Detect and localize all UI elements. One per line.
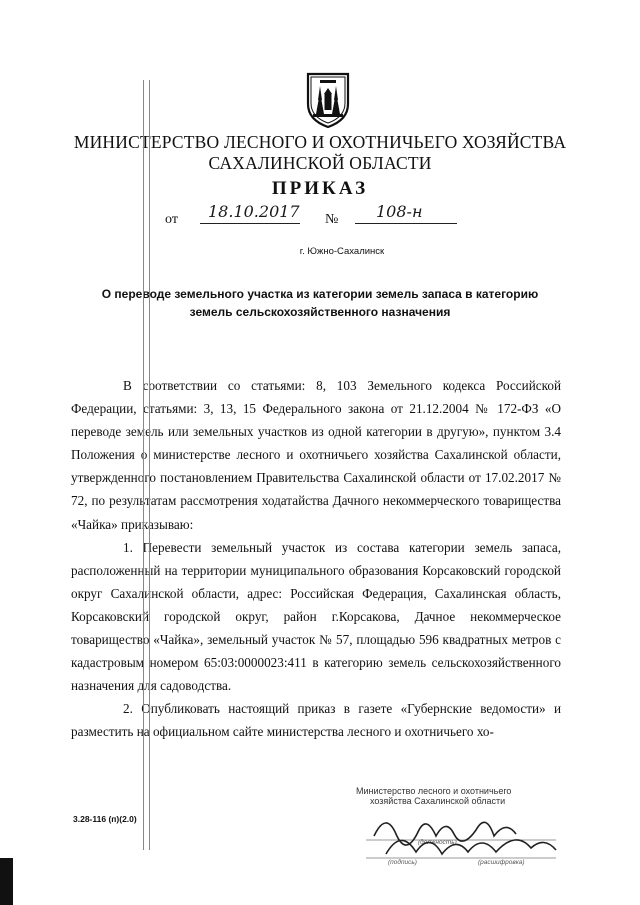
stamp-decoding-label: (расшифровка) [478, 859, 525, 866]
handwritten-date: 18.10.2017 [208, 202, 300, 221]
ministry-name-line1: МИНИСТЕРСТВО ЛЕСНОГО И ОХОТНИЧЬЕГО ХОЗЯЙСТВА [73, 132, 567, 152]
coat-of-arms-emblem [302, 70, 354, 130]
form-code: 3.28-116 (п)(2.0) [73, 814, 137, 824]
ministry-name-line2: САХАЛИНСКОЙ ОБЛАСТИ [208, 153, 432, 173]
document-body [71, 374, 561, 744]
document-type-title: ПРИКАЗ [271, 178, 369, 199]
city-name: г. Южно-Сахалинск [299, 246, 385, 257]
subject-line1: О переводе земельного участка из категории земель запаса в категорию [101, 287, 539, 301]
item-2-paragraph: 2. Опубликовать настоящий приказ в газете «Губернские ведомости» и разместить на официальном сайте министерства лесного и охотничьего хо- [71, 701, 561, 740]
preamble-paragraph: В соответствии со статьями: 8, 103 Земельного кодекса Российской Федерации, статьями: 3, 13, 15 Федерального закона от 21.12.2004 № 172-ФЗ «О переводе земель или земельных участков из одной категории в другую», пунктом 3.4 Положения о министерстве лесного и охотничьего хозяйства Сахалинской области, утвержденного постановлением Правительства Сахалинской области от 17.02.2017 № 72, по результатам рассмотрения ходатайства Дачного некоммерческого товарищества «Чайка» приказываю: [71, 378, 561, 532]
handwritten-number: 108-н [376, 202, 423, 221]
scan-edge-shadow [0, 858, 13, 905]
item-1-paragraph: 1. Перевести земельный участок из состава категории земель запаса, расположенный на территории муниципального образования Корсаковский городской округ Сахалинской области, адрес: Российская Федерация, Сахалинская область, Корсаковский городской округ, район г.Корсакова, Дачное некоммерческое товарищество «Чайка», земельный участок № 57, площадью 596 квадратных метров с кадастровым номером 65:03:0000023:411 в категорию земель сельскохозяйственного назначения для садоводства. [71, 539, 561, 694]
number-label: № [325, 212, 339, 227]
scan-artifact-line [149, 80, 150, 850]
stamp-line2: хозяйства Сахалинской области [370, 796, 506, 806]
approval-stamp [356, 786, 576, 866]
date-label: от [165, 212, 178, 227]
handwritten-signature [356, 806, 576, 866]
stamp-position-label: (должность) [418, 839, 457, 846]
stamp-signature-label: (подпись) [388, 859, 417, 866]
scan-artifact-line [143, 80, 144, 850]
stamp-line1: Министерство лесного и охотничьего [356, 786, 512, 796]
subject-line2: земель сельскохозяйственного назначения [189, 305, 451, 319]
